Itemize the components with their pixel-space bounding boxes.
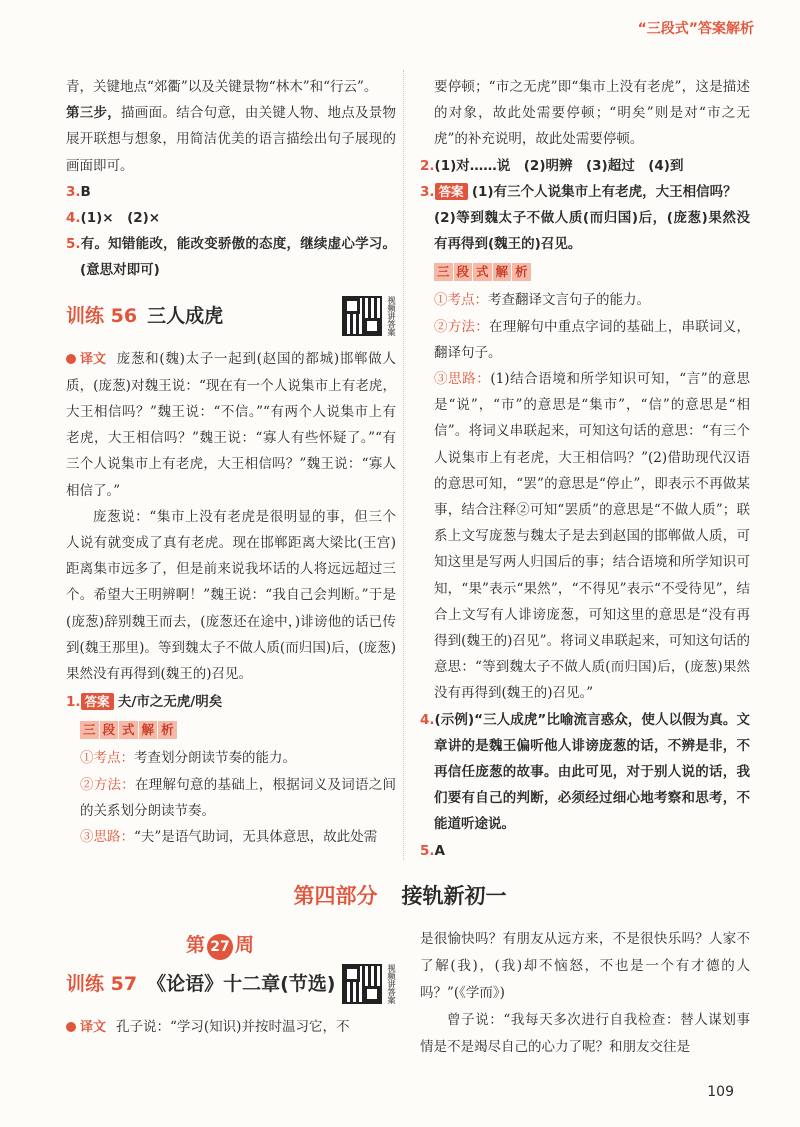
translation-text: 庞葱和(魏)太子一起到(赵国的都城)邯郸做人质，(庞葱)对魏王说：“现在有一个人说集市上有老虎，大王相信吗？”魏王说：“不信。”“有两个人说集市上有老虎，大王相信吗？”魏王说：“寡人有些怀疑了。”“有三个人说集市上有老虎，大王相信吗？”魏王说：“寡人相信了。”: [66, 350, 396, 499]
answer-item: 4.(示例)“三人成虎”比喻流言惑众，使人以假为真。文章讲的是魏王偏听他人诽谤庞葱的话，不辨是非，不再信任庞葱的故事。由此可见，对于别人说的话，我们要有自己的判断，必须经过细心地考察和思考，不能道听途说。: [420, 711, 750, 833]
paragraph: 青，关键地点“郊衢”以及关键景物“林木”和“行云”。: [66, 79, 378, 95]
translation-paragraph: 庞葱说：“集市上没有老虎是很明显的事，但三个人说有就变成了真有老虎。现在邯郸距离大梁比(王宫)距离集市远多了，但是前来说我坏话的人将远远超过三个。希望大王明辨啊！”魏王说：“我自己会判断。”于是(庞葱)辞别魏王而去，(庞葱还在途中，)诽谤他的话已传到(魏王那里)。等到魏太子不做人质(而归国)后，(庞葱)果然没有再得到(魏王的)召见。: [66, 508, 396, 683]
part-name: 接轨新初一: [401, 884, 507, 908]
lesson-title: [66, 294, 396, 338]
week-title: 第 27 周: [186, 930, 254, 960]
question-number: 1.: [66, 694, 81, 711]
step-text: 描画面。结合句意，由关键人物、地点及景物展开联想与想象，用简洁优美的语言描绘出句子展现的画面即可。: [66, 105, 397, 174]
step-label: 第三步，: [66, 105, 122, 122]
answer-tag: 答案: [81, 693, 114, 710]
lesson-name: 三人成虎: [147, 304, 224, 327]
answer-item: [66, 205, 396, 231]
answer-item: 5.A: [420, 842, 445, 859]
translation-tag: 译文: [66, 1015, 106, 1041]
lesson-title: [66, 962, 396, 1006]
answer-item: 2.(1)对……说 (2)明辨 (3)超过 (4)到: [420, 157, 684, 174]
translation-paragraph: [66, 346, 396, 504]
left-column: [66, 74, 396, 850]
analysis-method: ②方法：在理解句中重点字词的基础上，串联词义，翻译句子。: [434, 318, 750, 361]
qr-code-icon[interactable]: [342, 296, 382, 336]
qr-caption: 视频讲答案: [387, 964, 396, 1004]
column-divider: [403, 70, 404, 860]
question-number: 4.: [66, 210, 81, 227]
answer-item: [66, 231, 396, 283]
lesson-label: 训练 56: [66, 304, 138, 327]
analysis-method: ②方法：在理解句意的基础上，根据词义及词语之间的关系划分朗读节奏。: [80, 776, 396, 819]
answer-text: 夫/市之无虎/明矣: [117, 694, 223, 711]
lesson57-block: [66, 962, 396, 1041]
analysis-point: ①考点：考查翻译文言句子的能力。: [434, 292, 650, 309]
translation-tag: 译文: [66, 347, 106, 373]
answer-text: (2)等到魏太子不做人质(而归国)后，(庞葱)果然没有再得到(魏王的)召见。: [434, 210, 750, 253]
right-bottom-block: [420, 926, 750, 1061]
dot-icon: [66, 1022, 76, 1032]
analysis-thinking: ③思路：(1)结合语境和所学知识可知，“言”的意思是“说”，“市”的意思是“集市”，“信”的意思是“相信”。将词义串联起来，可知这句话的意思：“有三个人说集市上有老虎，大王相信吗？”(2)借助现代汉语的意思可知，“罢”的意思是“停止”，即表示不再做某事，结合注释②可知“罢质”的意思是“不做人质”；联系上文写庞葱与魏太子是去到赵国的邯郸做人质，可知这里是写两人归国后的事；结合语境和所学知识可知，“果”表示“果然”，“不得见”表示“不受待见”，结合上文写有人诽谤庞葱，可知这里的意思是“没有再得到(魏王的)召见”。将词义串联起来，可知这句话的意思：“等到魏太子不做人质(而归国)后，(庞葱)果然没有再得到(魏王的)召见。”: [434, 371, 750, 702]
lesson-name: 《论语》十二章(节选): [147, 973, 336, 995]
translation-paragraph: 曾子说：“我每天多次进行自我检查：替人谋划事情是不是竭尽自己的心力了呢？和朋友交往是: [420, 1012, 750, 1055]
analysis-point: ①考点：考查划分朗读节奏的能力。: [80, 750, 296, 767]
analysis-thinking: ③思路：“夫”是语气助词，无具体意思，故此处需: [80, 829, 378, 846]
answer-text: (1)× (2)×: [80, 210, 161, 227]
answer-text: B: [80, 183, 91, 200]
analysis-badge: 三 段 式 解 析: [80, 721, 396, 739]
page-number: 109: [707, 1084, 734, 1100]
translation-paragraph: 译文 孔子说：“学习(知识)并按时温习它，不: [66, 1014, 396, 1041]
answer-item: [66, 689, 396, 715]
analysis-badge: 三 段 式 解 析: [434, 263, 750, 281]
question-number: 3.: [66, 183, 81, 200]
week-number: 27: [207, 934, 233, 960]
lesson-label: 训练 57: [66, 973, 138, 995]
part-label: 第四部分: [293, 884, 378, 908]
translation-paragraph: 是很愉快吗？有朋友从远方来，不是很快乐吗？人家不了解(我)，(我)却不恼怒，不也是一个有才德的人吗？”(《学而》): [420, 931, 750, 1001]
part-title: [0, 880, 800, 910]
qr-code-icon[interactable]: [342, 964, 382, 1004]
dot-icon: [66, 354, 76, 364]
section-header: “三段式”答案解析: [637, 21, 754, 37]
answer-text: 有。知错能改，能改变骄傲的态度，继续虚心学习。(意思对即可): [80, 236, 396, 279]
right-column: [420, 74, 750, 864]
answer-item: [66, 179, 396, 205]
paragraph: 要停顿；“市之无虎”即“集市上没有老虎”，这是描述的对象，故此处需要停顿；“明矣”则是对“市之无虎”的补充说明，故此处需要停顿。: [434, 79, 750, 148]
question-number: 5.: [66, 236, 81, 253]
paragraph: [66, 100, 396, 179]
answer-tag: 答案: [435, 183, 468, 200]
qr-caption: 视频讲答案: [387, 295, 396, 336]
answer-item: 3. 答案 (1)有三个人说集市上有老虎，大王相信吗？: [420, 183, 737, 200]
